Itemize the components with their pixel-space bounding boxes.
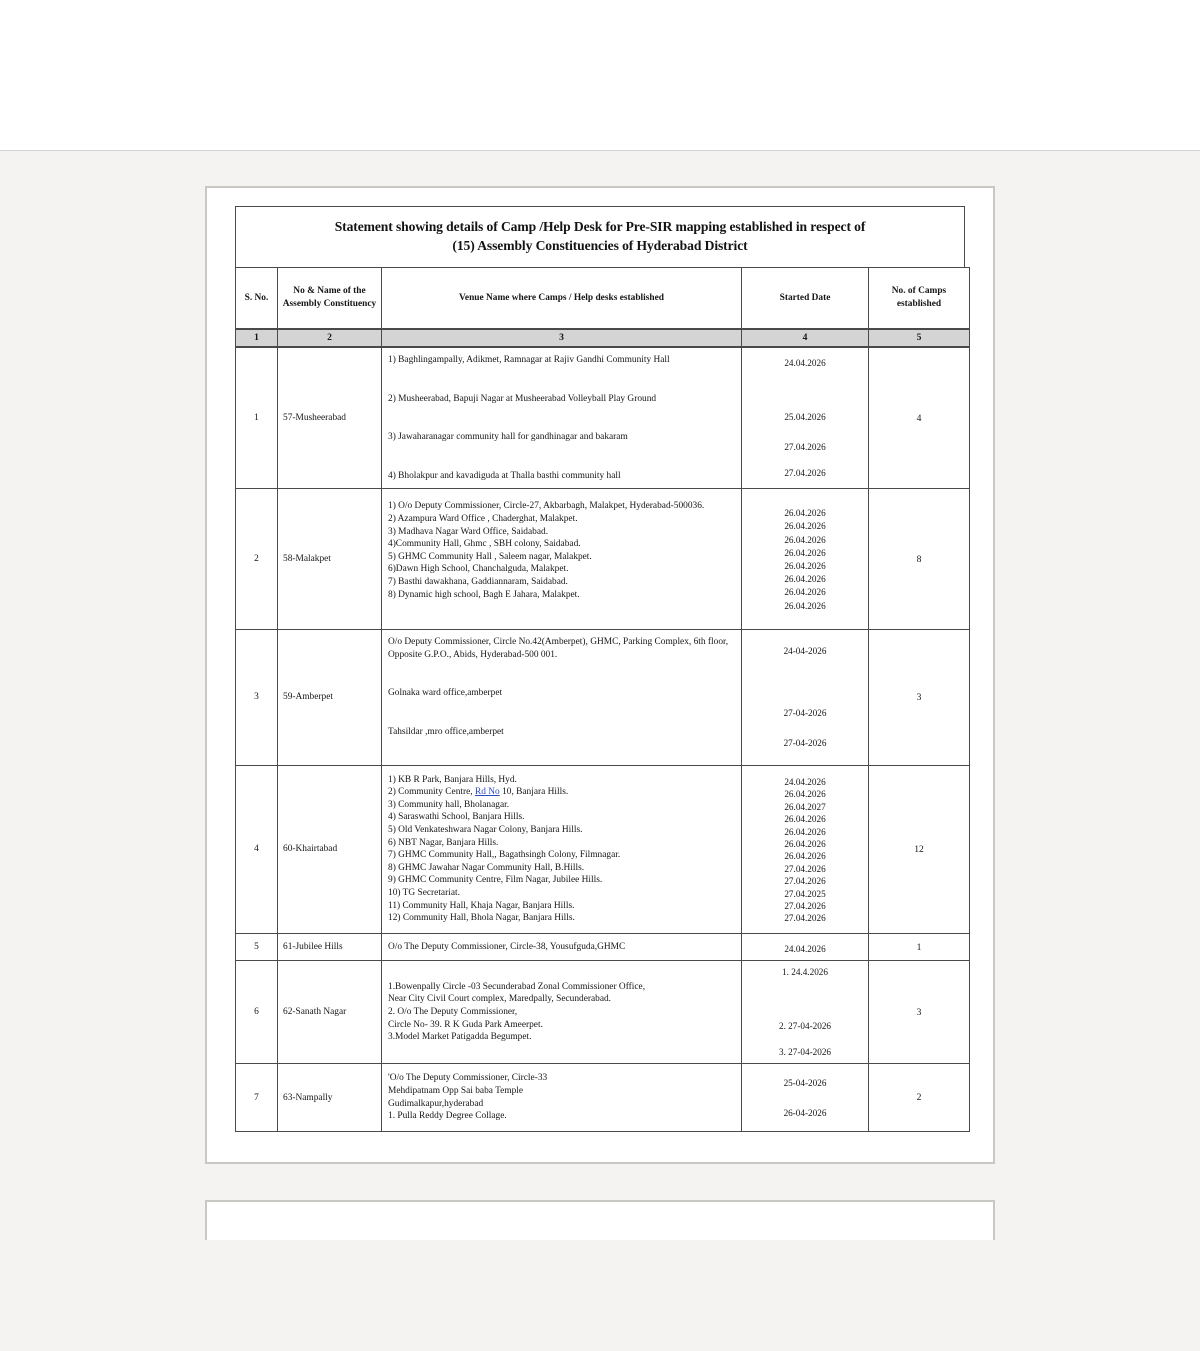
date-line: 1. 24.4.2026 [782, 967, 828, 978]
date-line: 26-04-2026 [783, 1107, 827, 1118]
date-line: 27.04.2026 [784, 876, 826, 887]
venue-line: O/o The Deputy Commissioner, Circle-38, Yousufguda,GHMC [388, 941, 626, 952]
cell-constituency: 57-Musheerabad [278, 347, 382, 489]
venue-line: Circle No- 39. R K Guda Park Ameerpet. [388, 1019, 543, 1030]
date-line: 26.04.2026 [784, 600, 826, 611]
venue-line: 7) Basthi dawakhana, Gaddiannaram, Saidabad. [388, 577, 568, 588]
venue-line: Near City Civil Court complex, Maredpally, Secunderabad. [388, 994, 612, 1005]
date-line: 26.04.2027 [784, 801, 826, 812]
document-viewer-body [0, 150, 1200, 1351]
date-line: 27.04.2026 [784, 900, 826, 911]
table-row [236, 765, 970, 933]
date-line: 26.04.2026 [784, 534, 826, 545]
date-line: 26.04.2026 [784, 521, 826, 532]
venue-line: 2) Azampura Ward Office , Chaderghat, Malakpet. [388, 514, 578, 525]
cell-venue [382, 933, 742, 961]
date-line: 27.04.2025 [784, 888, 826, 899]
date-line: 26.04.2026 [784, 814, 826, 825]
column-number-1: 1 [236, 329, 278, 347]
table-row [236, 630, 970, 765]
venue-line-with-link: 2) Community Centre, Rd No 10, Banjara Hills. [388, 787, 569, 798]
cell-sno: 4 [236, 765, 278, 933]
cell-constituency: 61-Jubilee Hills [278, 933, 382, 961]
cell-venue [382, 630, 742, 765]
venue-line: 1. Pulla Reddy Degree Collage. [388, 1111, 507, 1122]
date-line: 26.04.2026 [784, 587, 826, 598]
venue-line: 4) Saraswathi School, Banjara Hills. [388, 812, 525, 823]
venue-line: 'O/o The Deputy Commissioner, Circle-33 [388, 1073, 548, 1084]
venue-line: 11) Community Hall, Khaja Nagar, Banjara Hills. [388, 900, 575, 911]
date-line: 27.04.2026 [784, 913, 826, 924]
venue-line: 9) GHMC Community Centre, Film Nagar, Jubilee Hills. [388, 875, 603, 886]
rd-no-link[interactable]: Rd No [474, 787, 500, 798]
column-header-constituency: No & Name of the Assembly Constituency [278, 267, 382, 329]
cell-constituency: 63-Nampally [278, 1064, 382, 1131]
date-line: 26.04.2026 [784, 789, 826, 800]
venue-line: 5) Old Venkateshwara Nagar Colony, Banjara Hills. [388, 824, 583, 835]
venue-line: 2. O/o The Deputy Commissioner, [388, 1007, 518, 1018]
table-row [236, 933, 970, 961]
date-line: 26.04.2026 [784, 508, 826, 519]
cell-camps-count: 2 [869, 1064, 970, 1131]
cell-started-date [742, 933, 869, 961]
table-row [236, 489, 970, 630]
cell-started-date [742, 1064, 869, 1131]
venue-line: 3) Community hall, Bholanagar. [388, 799, 510, 810]
date-line: 24-04-2026 [783, 646, 827, 657]
date-line: 26.04.2026 [784, 547, 826, 558]
cell-venue [382, 489, 742, 630]
cell-venue [382, 961, 742, 1064]
date-line: 26.04.2026 [784, 838, 826, 849]
date-line: 25-04-2026 [783, 1077, 827, 1088]
cell-camps-count: 8 [869, 489, 970, 630]
venue-line: Golnaka ward office,amberpet [388, 688, 503, 699]
venue-line: 7) GHMC Community Hall,, Bagathsingh Colony, Filmnagar. [388, 850, 621, 861]
date-line: 24.04.2026 [784, 358, 826, 369]
column-number-2: 2 [278, 329, 382, 347]
cell-sno: 2 [236, 489, 278, 630]
venue-line: 12) Community Hall, Bhola Nagar, Banjara Hills. [388, 913, 575, 924]
cell-camps-count: 3 [869, 961, 970, 1064]
cell-constituency: 59-Amberpet [278, 630, 382, 765]
cell-venue [382, 347, 742, 489]
camp-helpdesk-table [235, 267, 970, 1132]
venue-line: Gudimalkapur,hyderabad [388, 1098, 484, 1109]
table-header [236, 267, 970, 347]
cell-started-date [742, 347, 869, 489]
document-page-1 [205, 186, 995, 1164]
venue-line: 8) Dynamic high school, Bagh E Jahara, Malakpet. [388, 589, 580, 600]
venue-line: 6) NBT Nagar, Banjara Hills. [388, 837, 499, 848]
table-row [236, 961, 970, 1064]
table-row [236, 1064, 970, 1131]
cell-sno: 3 [236, 630, 278, 765]
date-line: 27-04-2026 [783, 738, 827, 749]
cell-sno: 1 [236, 347, 278, 489]
cell-venue [382, 765, 742, 933]
date-line: 25.04.2026 [784, 412, 826, 423]
venue-line: 3) Madhava Nagar Ward Office, Saidabad. [388, 526, 549, 537]
cell-constituency: 60-Khairtabad [278, 765, 382, 933]
table-header-row [236, 267, 970, 329]
cell-sno: 5 [236, 933, 278, 961]
cell-camps-count: 4 [869, 347, 970, 489]
date-line: 27-04-2026 [783, 708, 827, 719]
date-line: 27.04.2026 [784, 468, 826, 479]
cell-started-date [742, 489, 869, 630]
venue-line: 1.Bowenpally Circle -03 Secunderabad Zonal Commissioner Office, [388, 981, 646, 992]
viewer-top-margin [0, 0, 1200, 150]
column-header-camps-count: No. of Camps established [869, 267, 970, 329]
venue-line: 4)Community Hall, Ghmc , SBH colony, Saidabad. [388, 539, 581, 550]
table-row [236, 347, 970, 489]
venue-line: 6)Dawn High School, Chanchalguda, Malakpet. [388, 564, 569, 575]
cell-sno: 6 [236, 961, 278, 1064]
date-line: 26.04.2026 [784, 560, 826, 571]
venue-line: 4) Bholakpur and kavadiguda at Thalla basthi community hall [388, 470, 621, 481]
document-title-box [235, 206, 965, 267]
cell-constituency: 58-Malakpet [278, 489, 382, 630]
document-title-line-2: (15) Assembly Constituencies of Hyderabad District [452, 238, 748, 254]
date-line: 26.04.2026 [784, 574, 826, 585]
date-line: 3. 27-04-2026 [778, 1047, 832, 1058]
cell-venue [382, 1064, 742, 1131]
cell-constituency: 62-Sanath Nagar [278, 961, 382, 1064]
date-line: 24.04.2026 [784, 943, 826, 954]
document-title-line-1: Statement showing details of Camp /Help Desk for Pre-SIR mapping established in respect of [334, 219, 866, 234]
venue-line: 8) GHMC Jawahar Nagar Community Hall, B.Hills. [388, 862, 585, 873]
column-header-started-date: Started Date [742, 267, 869, 329]
venue-line: Tahsildar ,mro office,amberpet [388, 727, 504, 737]
document-page-2 [205, 1200, 995, 1240]
column-header-sno: S. No. [236, 267, 278, 329]
column-number-3: 3 [382, 329, 742, 347]
cell-sno: 7 [236, 1064, 278, 1131]
venue-line: 1) O/o Deputy Commissioner, Circle-27, Akbarbagh, Malakpet, Hyderabad-500036. [388, 501, 705, 512]
venue-line: O/o Deputy Commissioner, Circle No.42(Amberpet), GHMC, Parking Complex, 6th floor, Opposite G.P.O., Abids, Hyderabad-500 001. [388, 637, 729, 660]
venue-line: 1) KB R Park, Banjara Hills, Hyd. [388, 774, 517, 785]
cell-camps-count: 3 [869, 630, 970, 765]
column-number-4: 4 [742, 329, 869, 347]
venue-line: 2) Musheerabad, Bapuji Nagar at Musheerabad Volleyball Play Ground [388, 393, 657, 404]
column-number-5: 5 [869, 329, 970, 347]
date-line: 26.04.2026 [784, 826, 826, 837]
venue-line: Mehdipatnam Opp Sai baba Temple [388, 1085, 524, 1096]
date-line: 26.04.2026 [784, 851, 826, 862]
table-column-number-row [236, 329, 970, 347]
cell-started-date [742, 630, 869, 765]
date-line: 24.04.2026 [784, 777, 826, 787]
cell-started-date [742, 961, 869, 1064]
venue-line: 5) GHMC Community Hall , Saleem nagar, Malakpet. [388, 551, 592, 562]
table-body [236, 347, 970, 1131]
venue-line: 3.Model Market Patigadda Begumpet. [388, 1032, 532, 1043]
cell-started-date [742, 765, 869, 933]
venue-line: 3) Jawaharanagar community hall for gandhinagar and bakaram [388, 432, 628, 443]
date-line: 27.04.2026 [784, 442, 826, 453]
cell-camps-count: 1 [869, 933, 970, 961]
venue-line: 10) TG Secretariat. [388, 887, 460, 898]
date-line: 2. 27-04-2026 [778, 1021, 832, 1032]
cell-camps-count: 12 [869, 765, 970, 933]
column-header-venue: Venue Name where Camps / Help desks established [382, 267, 742, 329]
venue-line: 1) Baghlingampally, Adikmet, Ramnagar at Rajiv Gandhi Community Hall [388, 355, 670, 366]
date-line: 27.04.2026 [784, 863, 826, 874]
